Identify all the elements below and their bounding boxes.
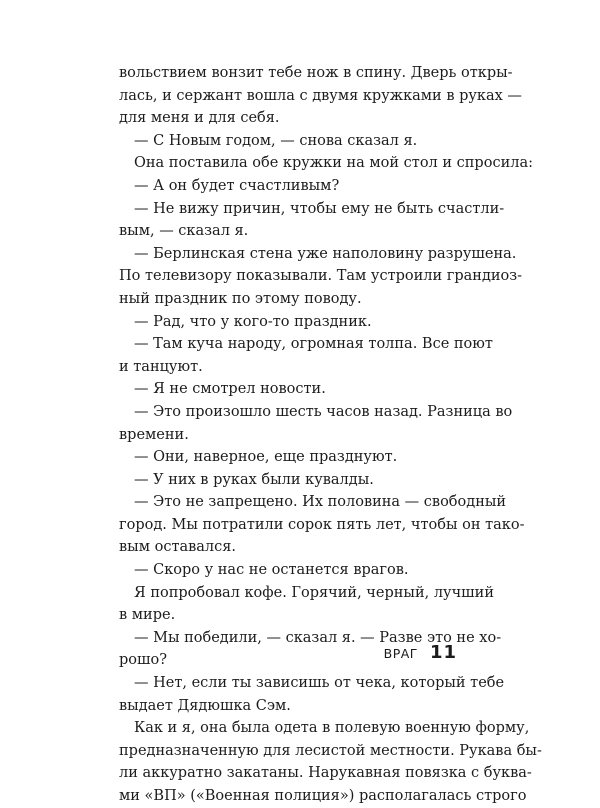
text-line: вым оставался. (119, 539, 237, 556)
text-line: — Нет, если ты зависишь от чека, который тебе (134, 675, 505, 692)
text-line: — Скоро у нас не останется врагов. (134, 562, 409, 579)
text-line: — Не вижу причин, чтобы ему не быть счастли- (134, 200, 505, 217)
text-line: город. Мы потратили сорок пять лет, чтобы он тако- (119, 516, 525, 533)
text-line: Она поставила обе кружки на мой стол и спросила: (134, 155, 533, 172)
page-number: 11 (429, 642, 457, 663)
text-line: — Рад, что у кого-то праздник. (134, 313, 372, 330)
text-line: предназначенную для лесистой местности. Рукава бы- (119, 742, 542, 759)
text-line: По телевизору показывали. Там устроили грандиоз- (119, 268, 523, 285)
running-head: ВРАГ (383, 646, 418, 661)
text-line: — У них в руках были кувалды. (134, 471, 374, 488)
text-line: лась, и сержант вошла с двумя кружками в руках — (119, 87, 522, 104)
page-footer (384, 642, 457, 668)
text-line: — Мы победили, — сказал я. — Разве это не хо- (134, 629, 502, 646)
text-line: — Берлинская стена уже наполовину разрушена. (134, 245, 517, 262)
text-line: выдает Дядюшка Сэм. (119, 697, 291, 714)
text-line: времени. (119, 426, 189, 443)
text-line: — А он будет счастливым? (134, 177, 340, 194)
text-line: — Это произошло шесть часов назад. Разница во (134, 403, 513, 420)
text-line: вольствием вонзит тебе нож в спину. Дверь откры- (119, 65, 513, 81)
text-line: — Они, наверное, еще празднуют. (134, 449, 398, 466)
text-line: для меня и для себя. (119, 110, 280, 127)
text-line: в мире. (119, 607, 176, 624)
text-line: — Я не смотрел новости. (134, 381, 326, 398)
text-line: и танцуют. (119, 358, 203, 375)
text-line: ный праздник по этому поводу. (119, 290, 362, 307)
text-line: ли аккуратно закатаны. Нарукавная повязка с буква- (119, 765, 532, 782)
text-line: Я попробовал кофе. Горячий, черный, лучший (134, 584, 494, 601)
text-line: — Это не запрещено. Их половина — свободный (134, 494, 507, 511)
text-line: — Там куча народу, огромная толпа. Все поют (134, 336, 493, 353)
body-text (119, 62, 542, 808)
text-line: Как и я, она была одета в полевую военную форму, (134, 720, 530, 737)
text-line: рошо? (119, 652, 167, 669)
text-line: ми «ВП» («Военная полиция») располагалась строго (119, 788, 527, 804)
text-line: вым, — сказал я. (119, 223, 249, 240)
text-line: — С Новым годом, — снова сказал я. (134, 132, 418, 149)
